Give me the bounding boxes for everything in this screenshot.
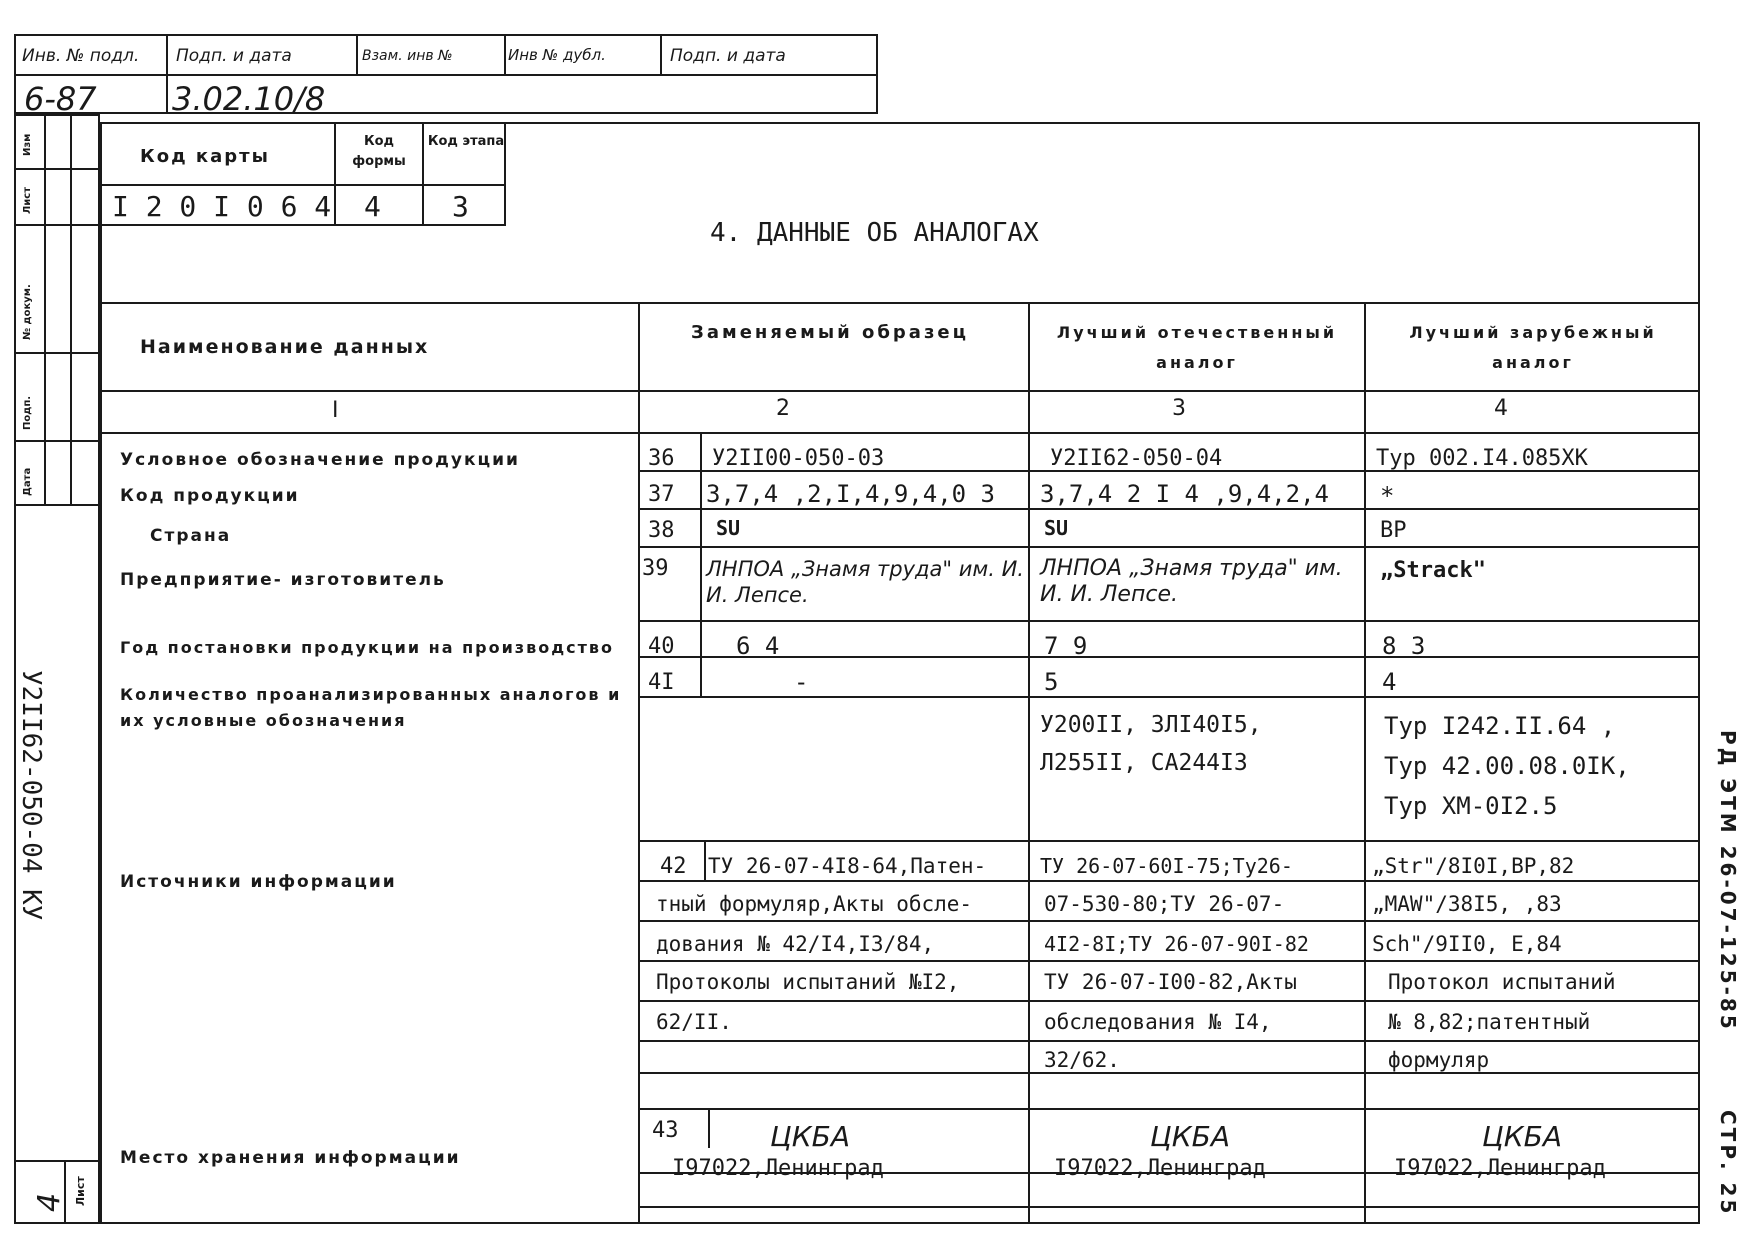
- row36-c3: У2II62-050-04: [1050, 446, 1223, 471]
- form-code-value: 4: [364, 190, 381, 223]
- row-name-designation: Условное обозначение продукции: [120, 450, 520, 470]
- doc-code-vertical: У2II62-050-04 КУ: [16, 670, 46, 921]
- row40-c4: 8 3: [1382, 632, 1426, 660]
- sources-c2-line3: дования № 42/I4,I3/84,: [656, 932, 935, 956]
- sources-c3-line2: 07-530-80;ТУ 26-07-: [1044, 892, 1285, 916]
- row40-c2: 6 4: [736, 632, 780, 660]
- sources-c4-line1: „Str"/8I0I,BP,82: [1372, 854, 1575, 878]
- storage-c3-address: I97022,Ленинград: [1054, 1156, 1266, 1181]
- sources-c3-line4: ТУ 26-07-I00-82,Акты: [1044, 970, 1297, 994]
- header-domestic: Лучший отечественный аналог: [1056, 323, 1338, 372]
- row37-c2: 3,7,4 ,2,I,4,9,4,0 3: [706, 480, 995, 508]
- analogs-c4-line1: Typ I242.II.64 ,: [1384, 712, 1616, 740]
- stamp-header-inv: Инв. № подл.: [22, 46, 140, 66]
- analogs-c3-line2: Л255II, СА244I3: [1040, 750, 1248, 776]
- sources-c4-line2: „MAW"/38I5, ,83: [1372, 892, 1562, 916]
- stamp-date-value: 3.02.10/8: [172, 80, 326, 118]
- analogs-c4-line2: Typ 42.00.08.0IK,: [1384, 752, 1630, 780]
- row37-c3: 3,7,4 2 I 4 ,9,4,2,4: [1040, 480, 1329, 508]
- analogs-c3-line1: У200II, 3ЛI40I5,: [1040, 712, 1262, 738]
- sources-c3-line5: обследования № I4,: [1044, 1010, 1272, 1034]
- sources-c4-line6: формуляр: [1388, 1048, 1490, 1072]
- page-number-vertical: СТР. 25: [1716, 1110, 1740, 1217]
- row41-c2: -: [794, 668, 809, 696]
- page-title: 4. ДАННЫЕ ОБ АНАЛОГАХ: [710, 218, 1039, 248]
- row38-c4: BP: [1380, 518, 1407, 543]
- row36-c2: У2II00-050-03: [712, 446, 885, 471]
- storage-c4-address: I97022,Ленинград: [1394, 1156, 1606, 1181]
- analogs-c4-line3: Typ XM-0I2.5: [1384, 792, 1558, 820]
- row41-c3: 5: [1044, 668, 1059, 696]
- stamp-header-sign2: Подп. и дата: [670, 46, 786, 66]
- sources-c3-line3: 4I2-8I;ТУ 26-07-90I-82: [1044, 932, 1309, 956]
- card-code-label: Код карты: [140, 146, 270, 167]
- sources-c3-line1: ТУ 26-07-60I-75;Ту26-: [1040, 854, 1293, 878]
- row39-c4: „Strack": [1380, 558, 1486, 583]
- row-code-41: 4I: [648, 670, 675, 695]
- stage-code-label: Код этапа: [427, 134, 505, 149]
- row-name-storage: Место хранения информации: [120, 1148, 461, 1168]
- col-number-3: 3: [1172, 396, 1186, 421]
- row-code-39: 39: [642, 556, 669, 581]
- header-replaced: Заменяемый образец: [691, 322, 969, 343]
- sources-c4-line4: Протокол испытаний: [1388, 970, 1616, 994]
- row-code-42: 42: [660, 854, 687, 879]
- row41-c4: 4: [1382, 668, 1397, 696]
- side-frame: [14, 114, 100, 1224]
- stamp-inv-value: 6-87: [24, 80, 97, 118]
- row-code-43: 43: [652, 1118, 679, 1143]
- storage-c2-address: I97022,Ленинград: [672, 1156, 884, 1181]
- row38-c3: SU: [1044, 516, 1069, 540]
- col-number-4: 4: [1494, 396, 1508, 421]
- row38-c2: SU: [716, 516, 741, 540]
- standard-code-vertical: РД ЭТМ 26-07-125-85: [1716, 730, 1740, 1032]
- row37-c4: *: [1380, 482, 1395, 510]
- stamp-header-replace: Взам. инв №: [362, 48, 453, 64]
- side-label-date: Дата: [22, 467, 33, 496]
- row39-c2: ЛНПОА „Знамя труда" им. И. И. Лепсе.: [706, 557, 1024, 607]
- row-code-38: 38: [648, 518, 675, 543]
- side-sheet-label: Лист: [74, 1176, 87, 1206]
- row-name-analogs: Количество проанализированных аналогов и их условные обозначения: [120, 685, 622, 730]
- side-label-izm: Изм: [22, 133, 33, 156]
- row-name-year: Год постановки продукции на производство: [120, 638, 614, 657]
- storage-c4-org: ЦКБА: [1482, 1120, 1562, 1153]
- sources-c2-line2: тный формуляр,Акты обсле-: [656, 892, 973, 916]
- row36-c4: Typ 002.I4.085XK: [1376, 446, 1588, 471]
- stamp-divider: [14, 74, 878, 76]
- sources-c2-line4: Протоколы испытаний №I2,: [656, 970, 960, 994]
- side-label-list: Лист: [22, 186, 33, 214]
- row-code-36: 36: [648, 446, 675, 471]
- row-name-product-code: Код продукции: [120, 486, 300, 506]
- side-label-doc: № докум.: [22, 284, 33, 340]
- storage-c2-org: ЦКБА: [770, 1120, 850, 1153]
- row-name-country: Страна: [150, 526, 232, 546]
- side-label-sign: Подп.: [22, 395, 33, 430]
- header-foreign: Лучший зарубежный аналог: [1409, 323, 1657, 372]
- sources-c4-line5: № 8,82;патентный: [1388, 1010, 1591, 1034]
- sources-c2-line1: ТУ 26-07-4I8-64,Патен-: [708, 854, 987, 878]
- row39-c3: ЛНПОА „Знамя труда" им. И. И. Лепсе.: [1040, 556, 1343, 607]
- stamp-header-dup: Инв № дубл.: [508, 46, 606, 64]
- card-code-value: I 2 0 I 0 6 4: [112, 190, 332, 223]
- row-code-40: 40: [648, 634, 675, 659]
- row-code-37: 37: [648, 482, 675, 507]
- col-number-2: 2: [776, 396, 790, 421]
- row-name-sources: Источники информации: [120, 872, 397, 892]
- header-name: Наименование данных: [140, 336, 430, 358]
- stage-code-value: 3: [452, 190, 469, 223]
- row40-c3: 7 9: [1044, 632, 1088, 660]
- sources-c2-line5: 62/II.: [656, 1010, 732, 1034]
- storage-c3-org: ЦКБА: [1150, 1120, 1230, 1153]
- sources-c4-line3: Sch"/9II0, E,84: [1372, 932, 1562, 956]
- row-name-manufacturer: Предприятие- изготовитель: [120, 570, 446, 590]
- sources-c3-line6: 32/62.: [1044, 1048, 1120, 1072]
- form-code-label: Код формы: [352, 134, 406, 169]
- stamp-header-sign: Подп. и дата: [176, 46, 292, 66]
- col-number-1: I: [332, 398, 339, 423]
- side-sheet-number: 4: [32, 1192, 67, 1212]
